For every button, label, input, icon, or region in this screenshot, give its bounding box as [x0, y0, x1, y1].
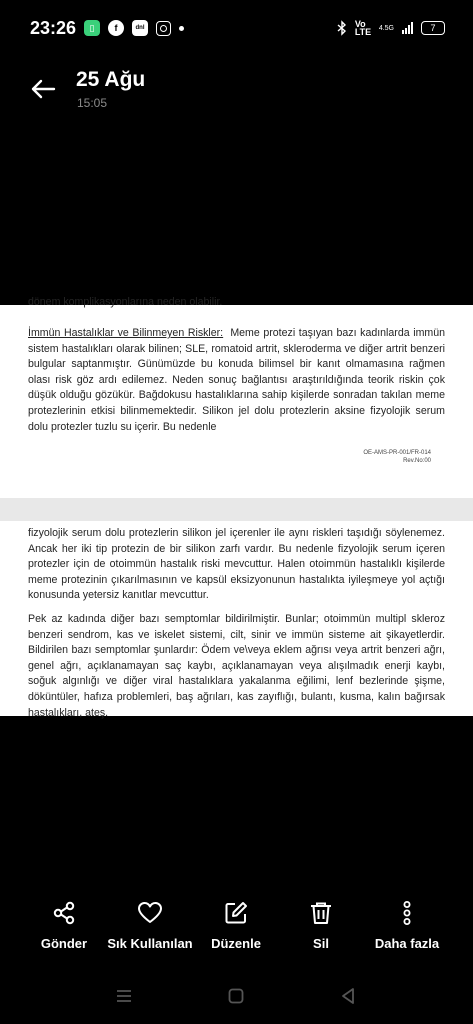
volte-label: Vo LTE: [354, 19, 372, 37]
page-title: 25 Ağu: [76, 68, 146, 91]
delete-label: Sil: [313, 936, 329, 951]
edit-icon: [223, 900, 249, 926]
favorite-button[interactable]: [107, 900, 193, 951]
document-paragraph: [28, 326, 445, 435]
network-speed: 4.5G: [378, 24, 394, 32]
recent-apps-icon[interactable]: [114, 986, 134, 1006]
document-code-number: OE-AMS-PR-001/FR-014: [363, 450, 431, 456]
news-app-icon: dnl: [132, 20, 148, 36]
trash-icon: [308, 900, 334, 926]
edit-label: Düzenle: [211, 936, 261, 951]
bluetooth-icon: [337, 21, 347, 35]
document-page[interactable]: [0, 521, 473, 719]
status-bar: [0, 0, 473, 58]
back-nav-icon[interactable]: [338, 986, 358, 1006]
signal-icon: [402, 22, 413, 34]
revision-number: Rev.No:00: [403, 458, 431, 464]
status-time: 23:26: [30, 18, 77, 38]
favorite-label: Sık Kullanılan: [107, 936, 193, 951]
cut-text-line: dönem komplikasyonlarına neden olabilir.: [28, 296, 223, 308]
facebook-icon: f: [108, 20, 124, 36]
edit-button[interactable]: [210, 900, 262, 951]
document-code: [363, 449, 431, 465]
instagram-icon: [156, 21, 171, 36]
section-heading: İmmün Hastalıklar ve Bilinmeyen Riskler:: [28, 327, 224, 339]
share-button[interactable]: [40, 900, 88, 951]
more-notifications-dot: [179, 26, 184, 31]
share-icon: [51, 900, 77, 926]
document-page[interactable]: [0, 296, 473, 498]
paragraph-text: fizyolojik serum dolu protezlerin silikon jel içerenler ile aynı riskleri taşıdığı söylenemez. Ancak her iki tip protezin de bir silikon zarfı vardır. Bu nedenle fizyolojik serum içeren protezler için de otoimmün hastalık riski mevcuttur. Halen otoimmün hastalıklı kişilerde meme protezinin çıkarılmasının ve kapsül eksizyonunun hastalıkta iyileşmeye yol açtığı konusunda yetersiz kanıtlar mevcuttur.: [28, 527, 445, 602]
more-label: Daha fazla: [374, 936, 440, 951]
battery-icon: [421, 21, 445, 35]
battery-level: 7: [430, 23, 436, 33]
paragraph-text: Pek az kadında diğer bazı semptomlar bildirilmiştir. Bunlar; otoimmün multipl skleroz benzeri sendrom, kas ve iskelet sistemi, cilt, sinir ve immün sisteme ait şikayetlerdir. Bildirilen bazı semptomlar şunlardır: Ödem ve\veya eklem ağrısı veya artrit benzeri ağrı, genel ağrı, açıklanamayan saç kaybı, açıklanamayan veya alışılmadık enerji kaybı, soğuk algınlığı ve diğer viral hastalıklara yakalanma eğilimi, lenf bezlerinde şişme, döküntüler, hafıza problemleri, baş ağrıları, kas zayıflığı, bulantı, kusma, kalın bağırsak hastalıkları, ateş.: [28, 613, 445, 719]
phone-app-icon: ▯: [84, 20, 100, 36]
more-button[interactable]: [372, 900, 442, 951]
navigation-bar: [0, 978, 473, 1018]
system-icons: [337, 20, 445, 36]
heart-icon: [137, 900, 163, 926]
notification-icons: [84, 20, 184, 36]
share-label: Gönder: [40, 936, 88, 951]
page-time: 15:05: [77, 96, 108, 110]
bottom-toolbar: [0, 900, 473, 970]
home-icon[interactable]: [226, 986, 246, 1006]
more-icon: [394, 900, 420, 926]
paragraph-text: Meme protezi taşıyan bazı kadınlarda immün sistem hastalıkları olarak bilinen; SLE, romatoid artrit, skleroderma ve diğer artrit benzeri bulgular saptanmıştır. Günümüzde bu konuda bilimsel bir kanıt olmamasına rağmen olası risk göz ardı edilemez. Neden sonuç bağlantısı araştırıldığında teorik riskin çok düşük olduğu gözükür. Bağdokusu hastalıklarına sahip kişilerde sonradan takılan meme protezlerinin etkisi bilinmemektedir. Silikon jel dolu protezlerin aksine fizyolojik serum dolu protezler tuzlu su içerir. Bu nedenle: [28, 327, 446, 433]
delete-button[interactable]: [307, 900, 335, 951]
back-arrow-icon[interactable]: [28, 74, 58, 104]
page-separator: [0, 498, 473, 521]
